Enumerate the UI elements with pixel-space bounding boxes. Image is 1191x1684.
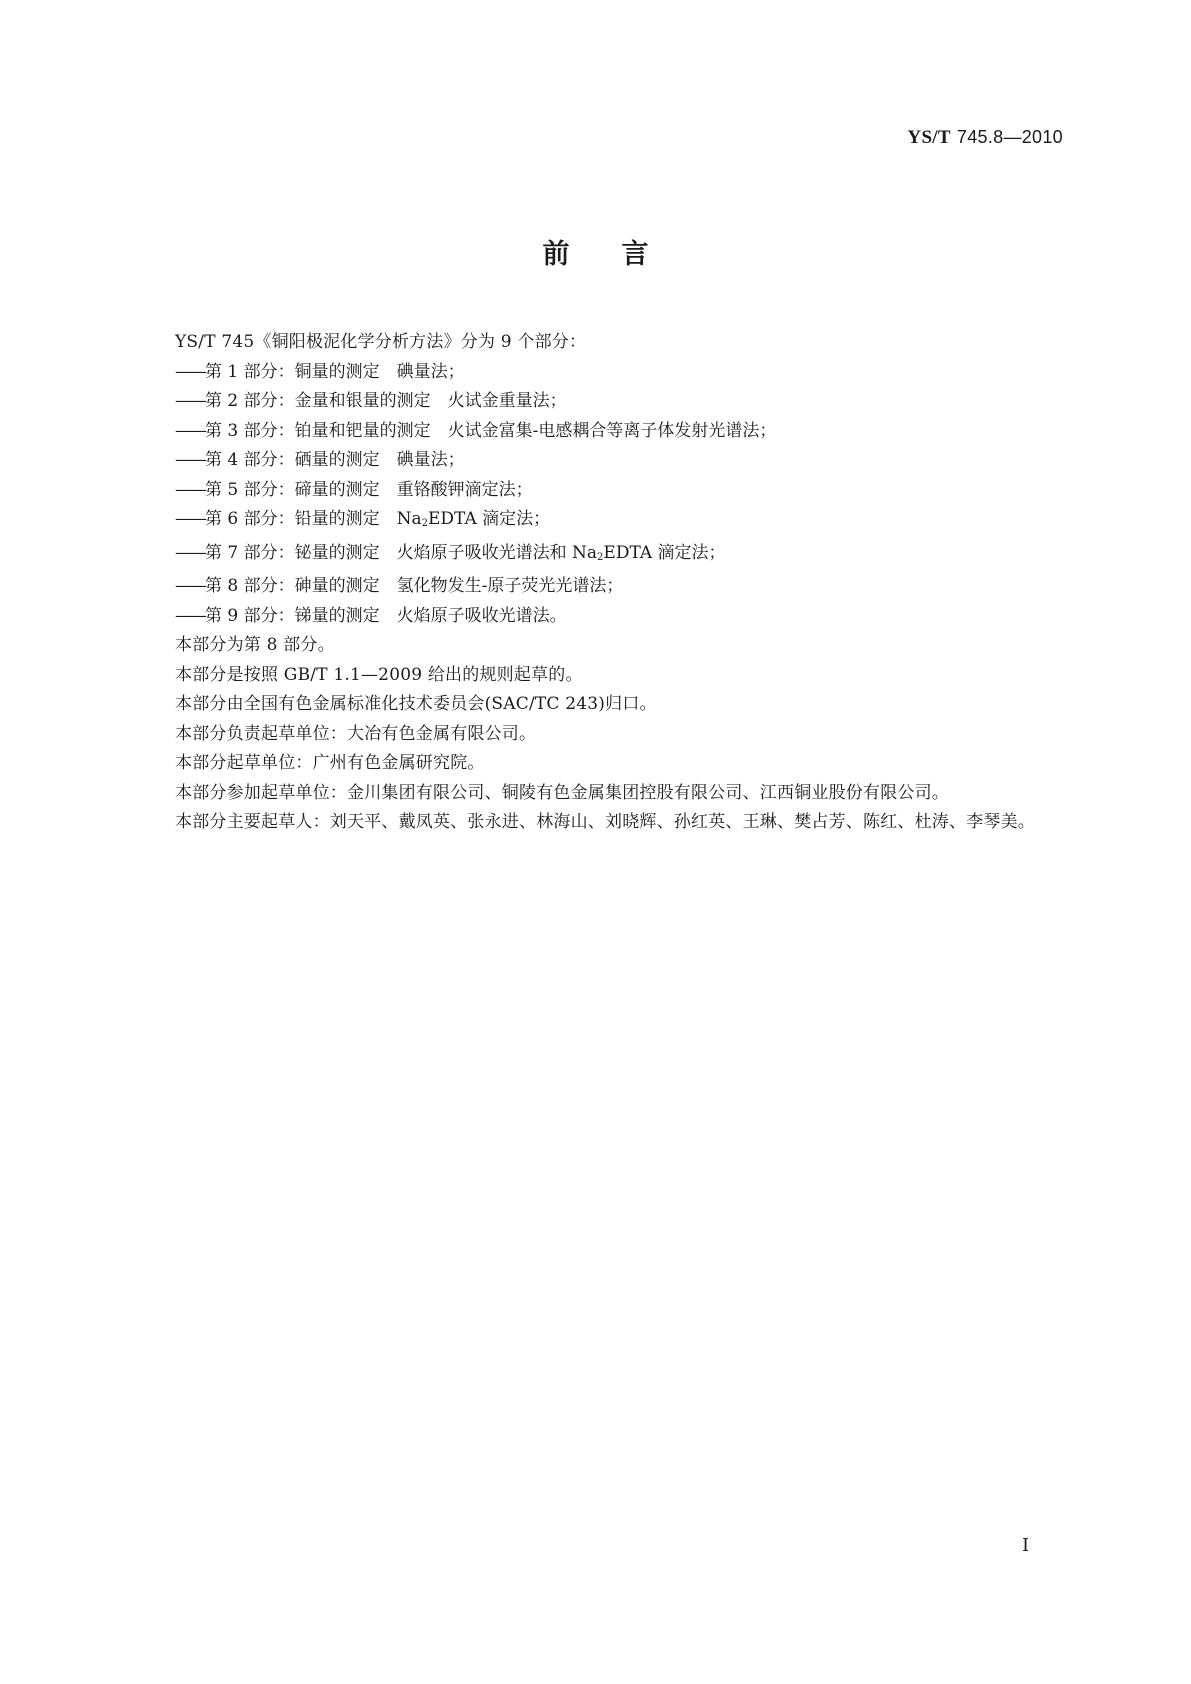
- part-label: 第 6 部分：: [205, 509, 295, 529]
- paragraph-responsible-unit: 本部分负责起草单位：大冶有色金属有限公司。: [175, 723, 537, 744]
- part-label: 第 5 部分：: [205, 479, 295, 500]
- dash: ——: [175, 361, 205, 382]
- part-label: 第 1 部分：: [205, 361, 295, 382]
- dash: ——: [175, 420, 205, 441]
- part-item-1: [135, 358, 1060, 388]
- part-label: 第 8 部分：: [205, 576, 295, 596]
- part-item-8: [135, 572, 1060, 602]
- page-title: 前言: [542, 239, 701, 270]
- dash: ——: [175, 542, 205, 563]
- dash: ——: [175, 479, 205, 500]
- part-subject: 铋量的测定: [294, 542, 380, 563]
- standard-prefix: YS/T: [907, 127, 951, 148]
- part-subject: 砷量的测定: [294, 576, 380, 596]
- part-item-5: [135, 476, 1060, 506]
- part-subject: 碲量的测定: [294, 479, 380, 500]
- part-subject: 铅量的测定: [294, 509, 380, 529]
- part-label: 第 4 部分：: [205, 450, 295, 470]
- dash: ——: [175, 509, 205, 529]
- paragraph-committee: 本部分由全国有色金属标准化技术委员会(SAC/TC 243)归口。: [175, 694, 657, 714]
- paragraph-participating-units: 本部分参加起草单位：金川集团有限公司、铜陵有色金属集团控股有限公司、江西铜业股份有限公司。: [175, 782, 949, 803]
- part-subject: 硒量的测定: [294, 450, 380, 470]
- part-method: 碘量法；: [396, 361, 465, 382]
- part-item-4: [135, 446, 1060, 476]
- part-method: 氢化物发生-原子荧光光谱法；: [396, 576, 624, 596]
- part-label: 第 2 部分：: [205, 391, 295, 411]
- part-item-3: [135, 417, 1060, 447]
- standard-code: [907, 127, 1063, 149]
- part-label: 第 9 部分：: [205, 605, 295, 626]
- paragraph-drafting-unit: 本部分起草单位：广州有色金属研究院。: [175, 753, 485, 773]
- part-method: 火试金重量法；: [447, 391, 567, 411]
- part-item-7: [135, 539, 1060, 573]
- part-method: 重铬酸钾滴定法；: [396, 479, 533, 500]
- part-method: 火焰原子吸收光谱法。: [396, 605, 567, 626]
- part-subject: 金量和银量的测定: [294, 391, 431, 411]
- intro-paragraph: YS/T 745《铜阳极泥化学分析方法》分为 9 个部分：: [175, 332, 587, 352]
- part-method: $Na_2EDTA$ 滴定法；: [396, 509, 551, 529]
- part-subject: 锑量的测定: [294, 605, 380, 626]
- part-subject: 铂量和钯量的测定: [294, 420, 431, 441]
- page-number: I: [1022, 1535, 1030, 1556]
- paragraph-drafting-rules: 本部分是按照 GB/T 1.1—2009 给出的规则起草的。: [175, 664, 583, 685]
- paragraph-main-drafters: 本部分主要起草人：刘天平、戴凤英、张永进、林海山、刘晓辉、孙红英、王琳、樊占芳、陈红、杜涛、李琴美。: [175, 812, 1035, 832]
- part-item-2: [135, 387, 1060, 417]
- part-subject: 铜量的测定: [294, 361, 380, 382]
- part-label: 第 7 部分：: [205, 542, 295, 563]
- standard-number: 745.8—2010: [956, 127, 1063, 147]
- part-method: 火试金富集-电感耦合等离子体发射光谱法；: [447, 420, 777, 441]
- part-method: 火焰原子吸收光谱法和 $Na_2EDTA$ 滴定法；: [396, 542, 726, 563]
- part-label: 第 3 部分：: [205, 420, 295, 441]
- dash: ——: [175, 391, 205, 411]
- part-method: 碘量法；: [396, 450, 465, 470]
- document-body: [135, 328, 1060, 838]
- paragraph-part-number: 本部分为第 8 部分。: [175, 635, 335, 655]
- dash: ——: [175, 605, 205, 626]
- part-item-6: [135, 505, 1060, 539]
- dash: ——: [175, 576, 205, 596]
- part-item-9: [135, 602, 1060, 632]
- dash: ——: [175, 450, 205, 470]
